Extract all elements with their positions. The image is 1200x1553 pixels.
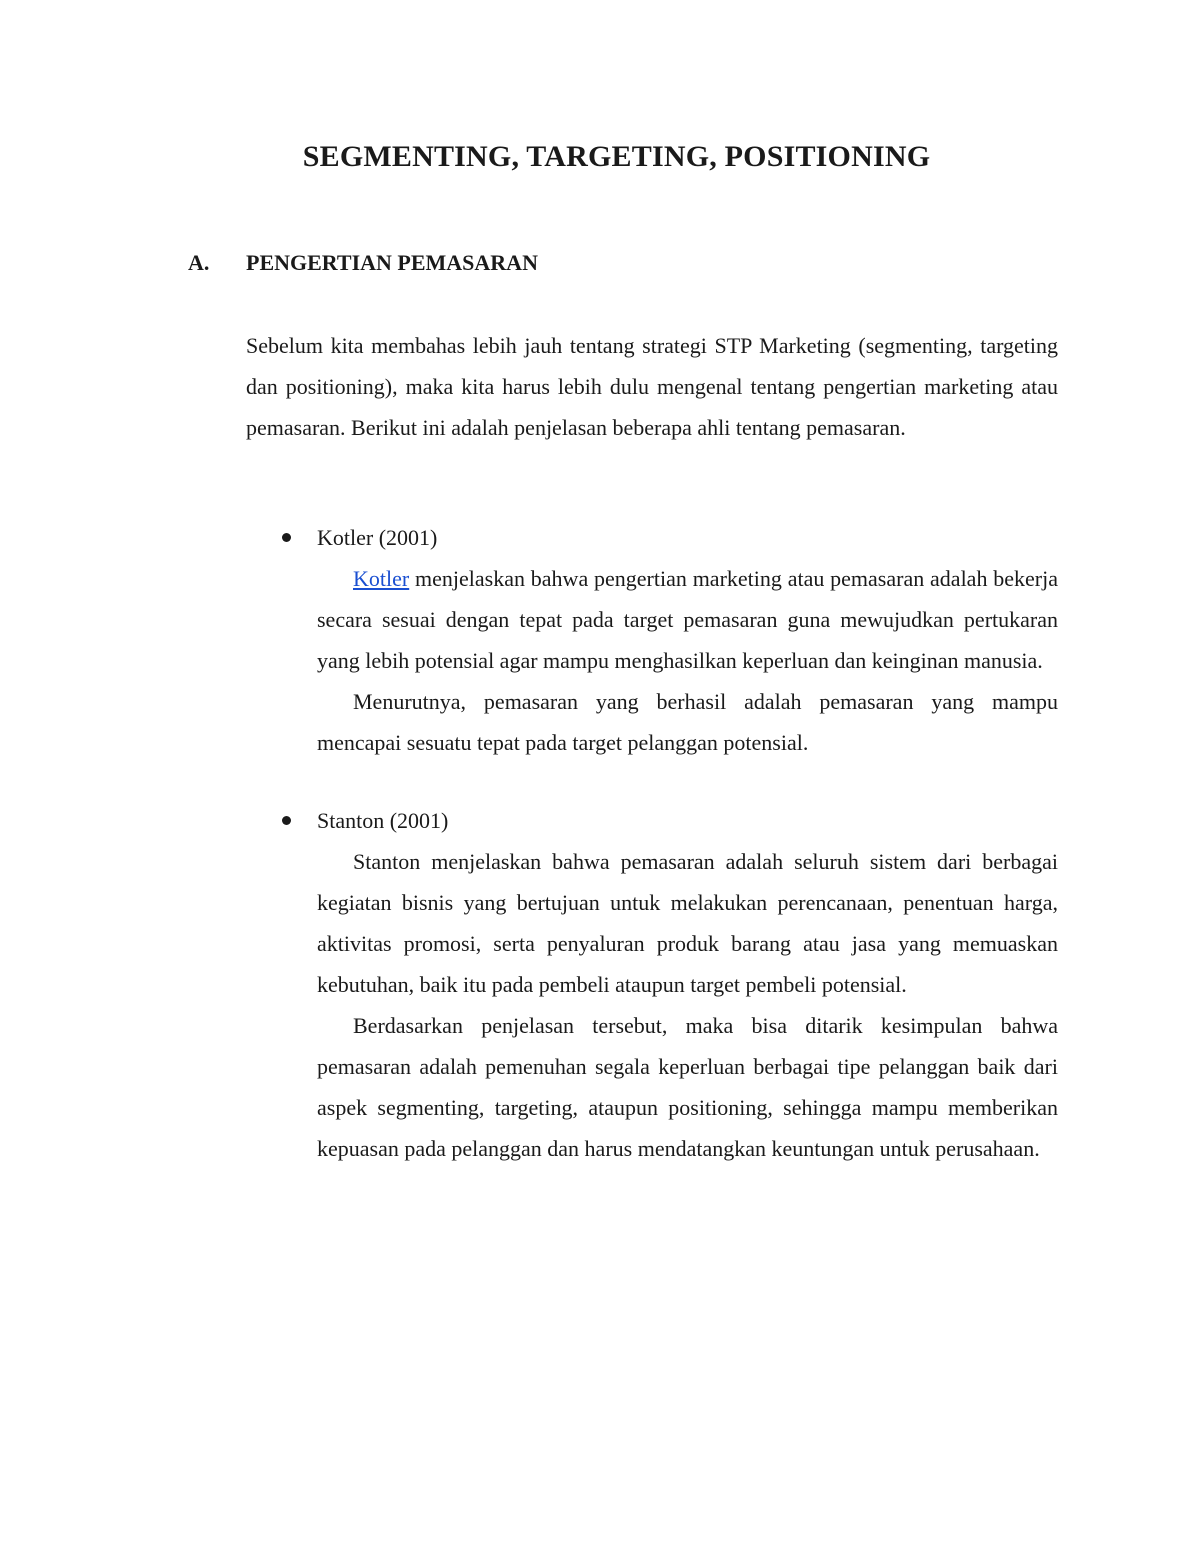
expert-paragraph: Berdasarkan penjelasan tersebut, maka bisa ditarik kesimpulan bahwa pemasaran adalah pemenuhan segala keperluan berbagai tipe pelanggan baik dari aspek segmenting, targeting, ataupun positioning, sehingga mampu memberikan kepuasan pada pelanggan dan harus mendatangkan keuntungan untuk perusahaan. xyxy=(317,1013,1058,1161)
expert-paragraph: Menurutnya, pemasaran yang berhasil adalah pemasaran yang mampu mencapai sesuatu tepat pada target pelanggan potensial. xyxy=(317,689,1058,755)
expert-heading xyxy=(280,517,1058,558)
expert-heading-text: Kotler (2001) xyxy=(317,525,438,550)
kotler-link[interactable]: Kotler xyxy=(353,566,410,591)
document-title: SEGMENTING, TARGETING, POSITIONING xyxy=(302,140,931,173)
expert-paragraph: Stanton menjelaskan bahwa pemasaran adalah seluruh sistem dari berbagai kegiatan bisnis yang bertujuan untuk melakukan perencanaan, penentuan harga, aktivitas promosi, serta penyaluran produk barang atau jasa yang memuaskan kebutuhan, baik itu pada pembeli ataupun target pembeli potensial. xyxy=(317,849,1058,997)
section-heading xyxy=(188,250,538,276)
bullet-icon xyxy=(282,816,291,825)
expert-paragraph xyxy=(317,558,1058,681)
section-heading-text: PENGERTIAN PEMASARAN xyxy=(246,250,538,275)
section-letter: A. xyxy=(188,250,210,275)
expert-item-stanton xyxy=(280,800,1058,1169)
expert-item-kotler xyxy=(280,517,1058,763)
expert-paragraph-text: menjelaskan bahwa pengertian marketing atau pemasaran adalah bekerja secara sesuai dengan tepat pada target pemasaran guna mewujudkan pertukaran yang lebih potensial agar mampu menghasilkan keperluan dan keinginan manusia. xyxy=(317,566,1058,673)
bullet-icon xyxy=(282,533,291,542)
expert-heading-text: Stanton (2001) xyxy=(317,808,449,833)
intro-paragraph: Sebelum kita membahas lebih jauh tentang strategi STP Marketing (segmenting, targeting dan positioning), maka kita harus lebih dulu mengenal tentang pengertian marketing atau pemasaran. Berikut ini adalah penjelasan beberapa ahli tentang pemasaran. xyxy=(246,333,1058,440)
expert-heading xyxy=(280,800,1058,841)
